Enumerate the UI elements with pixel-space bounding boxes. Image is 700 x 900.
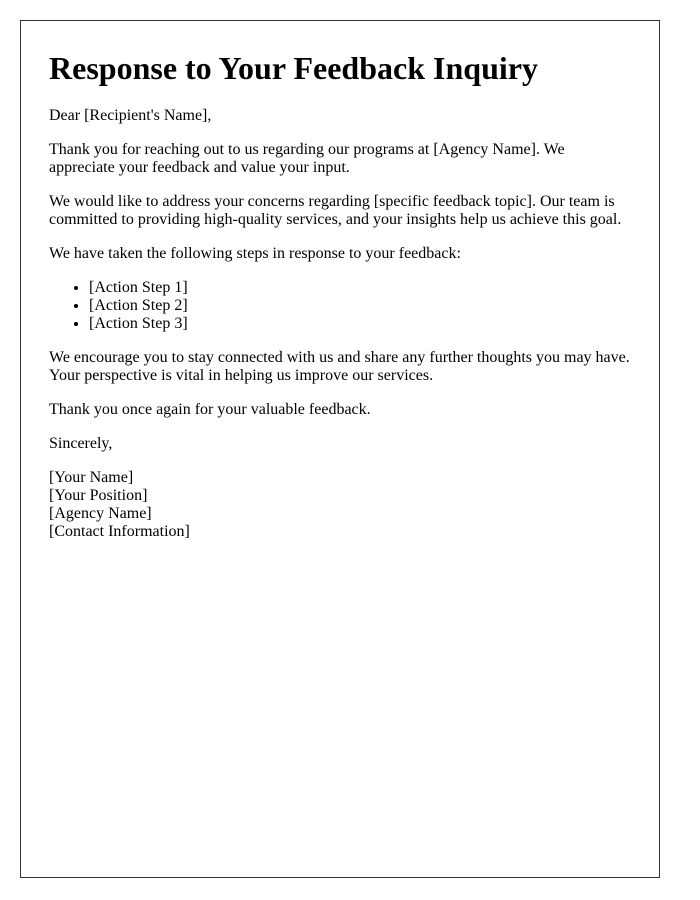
letter-title: Response to Your Feedback Inquiry xyxy=(49,50,538,86)
thanks-paragraph: Thank you once again for your valuable feedback. xyxy=(49,401,371,418)
action-step-item: • [Action Step 3] xyxy=(89,315,631,333)
encourage-paragraph: We encourage you to stay connected with us and share any further thoughts you may have. Your perspective is vital in helping us improve our services. xyxy=(49,349,630,384)
letter-page xyxy=(20,20,660,878)
action-step-item: • [Action Step 1] xyxy=(89,279,631,297)
action-step-item: • [Action Step 2] xyxy=(89,297,631,315)
signature-contact: [Contact Information] xyxy=(49,523,190,540)
sign-off: Sincerely, xyxy=(49,435,113,452)
salutation: Dear [Recipient's Name], xyxy=(49,107,212,124)
signature-name: [Your Name] xyxy=(49,469,134,486)
signature-block xyxy=(49,469,631,541)
intro-paragraph: Thank you for reaching out to us regarding our programs at [Agency Name]. We appreciate your feedback and value your input. xyxy=(49,141,565,176)
steps-intro-paragraph: We have taken the following steps in response to your feedback: xyxy=(49,245,461,262)
concerns-paragraph: We would like to address your concerns regarding [specific feedback topic]. Our team is committed to providing high-quality services, and your insights help us achieve this goal. xyxy=(49,193,622,228)
signature-agency: [Agency Name] xyxy=(49,505,152,522)
action-steps-list xyxy=(49,279,631,333)
signature-position: [Your Position] xyxy=(49,487,148,504)
